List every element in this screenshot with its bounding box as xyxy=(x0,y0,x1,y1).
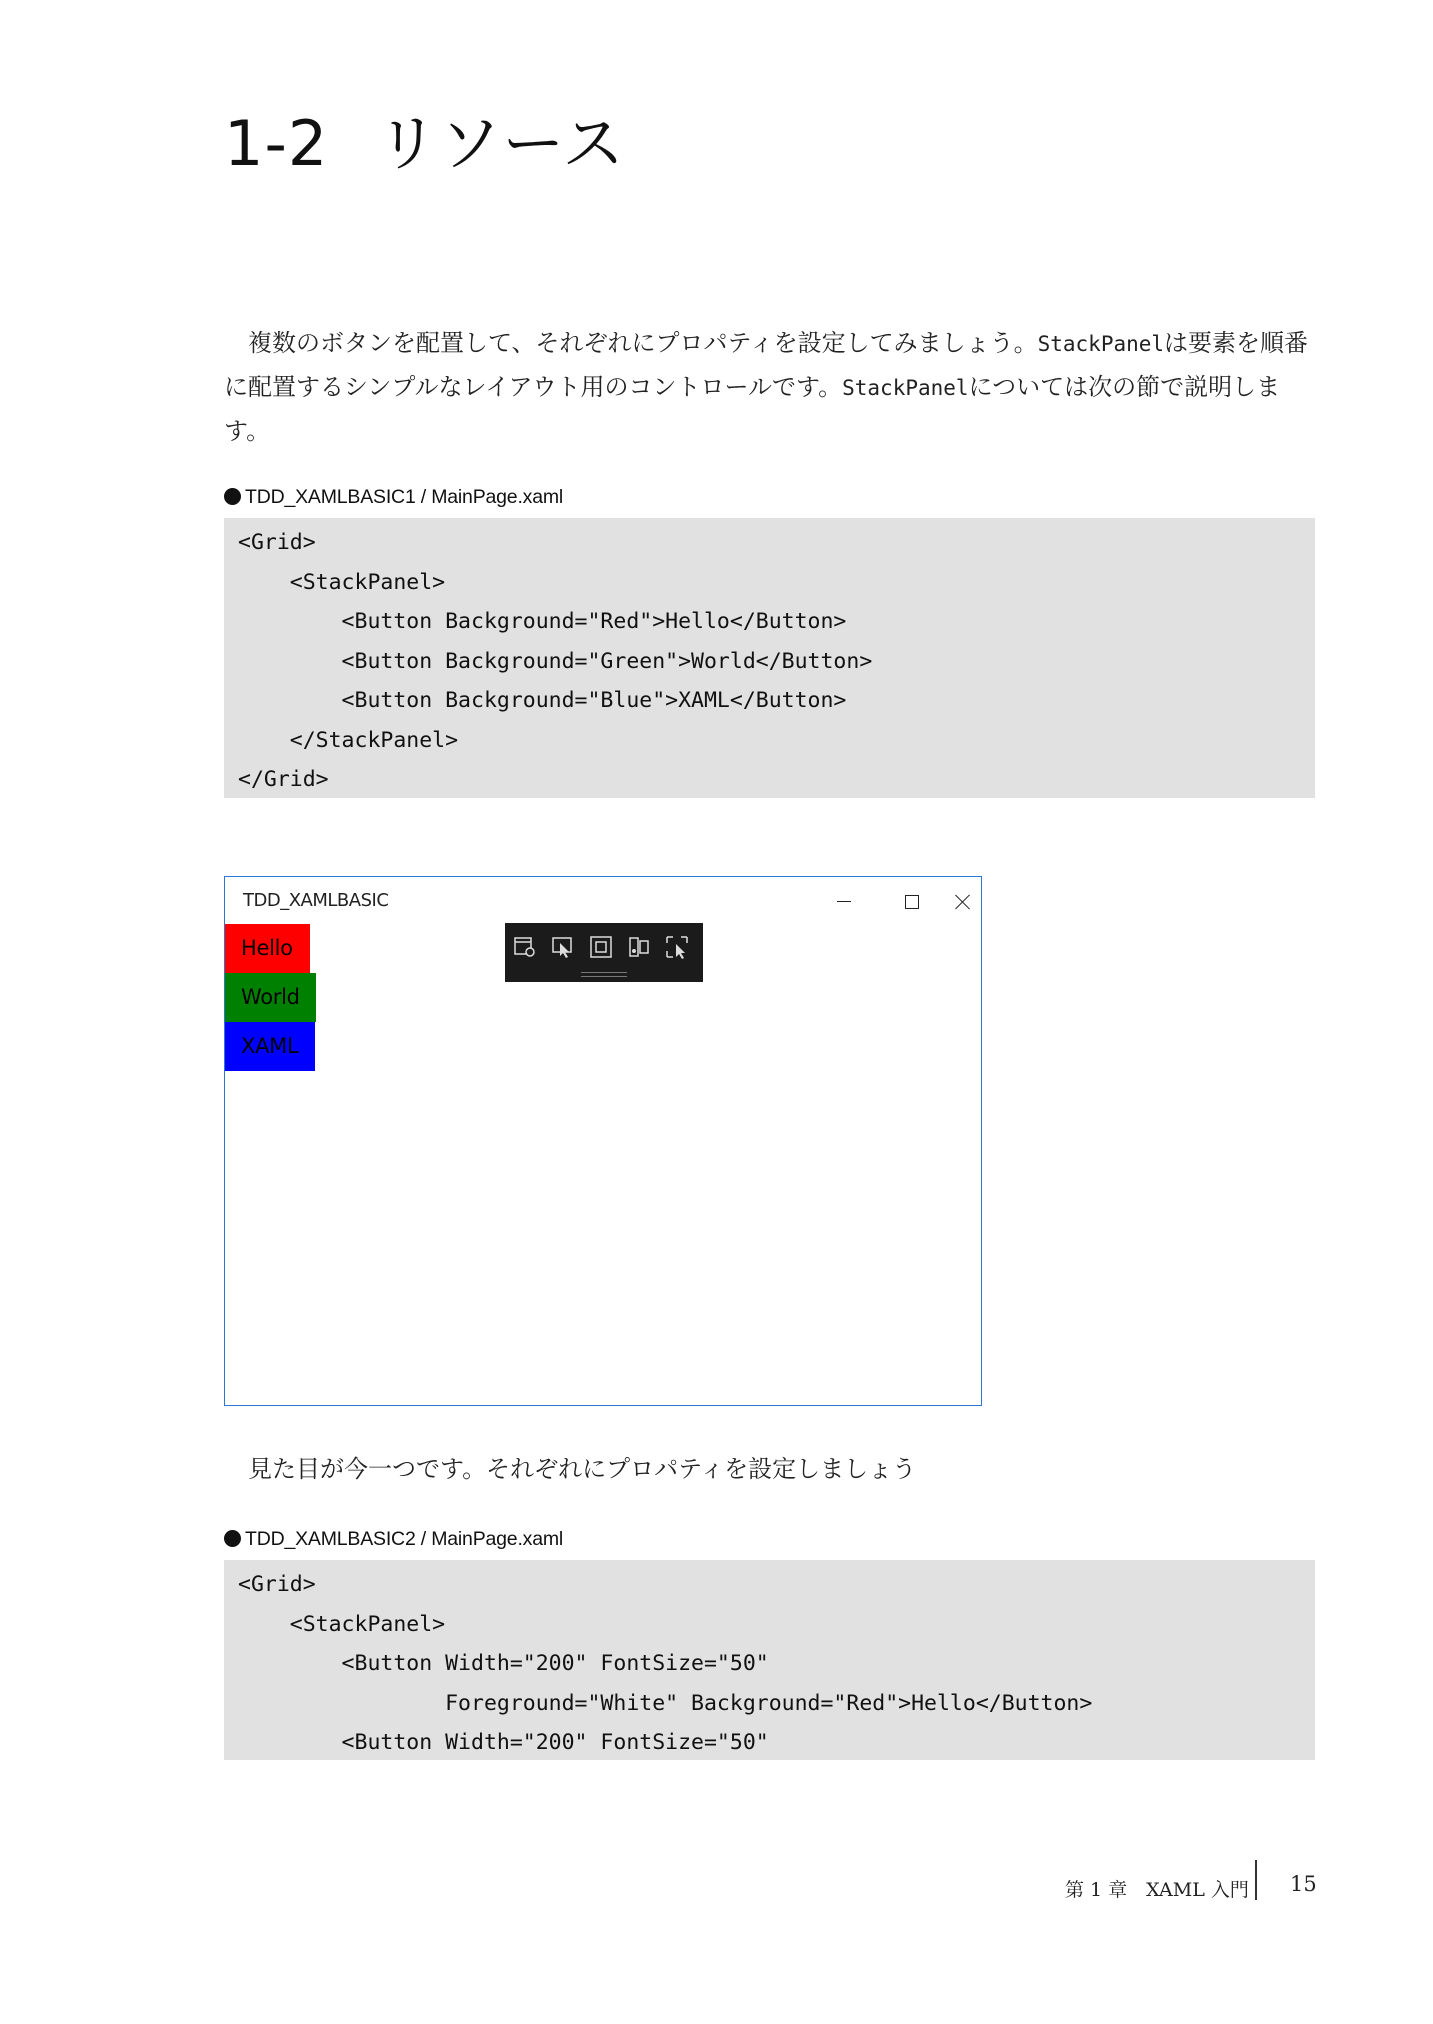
listing2-caption-text: TDD_XAMLBASIC2 / MainPage.xaml xyxy=(245,1528,564,1550)
xaml-button[interactable]: XAML xyxy=(225,1022,315,1071)
code-line: <Button Background="Blue">XAML</Button> xyxy=(238,688,847,713)
close-button[interactable] xyxy=(946,881,980,921)
code-listing-1 xyxy=(224,518,1315,798)
intro-text-2: は要素を順番に配置するシンプルなレイアウト用のコントロールです。 xyxy=(224,329,1309,401)
footer-divider xyxy=(1255,1860,1257,1900)
app-window-screenshot xyxy=(224,876,982,1406)
page-number: 15 xyxy=(1290,1872,1317,1896)
code-line: </StackPanel> xyxy=(238,727,459,753)
section-number: 1-2 xyxy=(224,107,329,180)
minimize-button[interactable] xyxy=(810,881,878,921)
window-title: TDD_XAMLBASIC xyxy=(243,890,389,911)
remark-text: 見た目が今一つです。それぞれにプロパティを設定しましょう xyxy=(248,1455,917,1483)
intro-paragraph xyxy=(224,322,1314,453)
intro-text-3: については次の節で説明します。 xyxy=(224,373,1281,445)
close-icon xyxy=(955,894,971,910)
code-line: <Button Background="Red">Hello</Button> xyxy=(238,609,847,634)
hot-reload-icon[interactable] xyxy=(665,935,689,959)
code-line: <StackPanel> xyxy=(238,1611,446,1637)
hello-button[interactable]: Hello xyxy=(225,924,310,973)
footer-chapter: 第 1 章 XAML 入門 xyxy=(1065,1879,1249,1901)
remark-paragraph xyxy=(224,1448,1314,1491)
debug-toolbar xyxy=(505,923,703,982)
select-element-icon[interactable] xyxy=(551,935,575,959)
world-button[interactable]: World xyxy=(225,973,316,1022)
code-line: <Grid> xyxy=(238,530,316,555)
section-heading xyxy=(224,108,625,180)
intro-code-2: StackPanel xyxy=(842,376,969,400)
code-line: <Grid> xyxy=(238,1572,316,1597)
section-title: リソース xyxy=(376,107,626,180)
code-listing-2 xyxy=(224,1560,1315,1760)
code-line: <Button Width="200" FontSize="50" xyxy=(238,1651,769,1676)
bullet-icon xyxy=(224,1530,241,1547)
listing2-caption xyxy=(224,1528,563,1551)
listing1-caption xyxy=(224,486,563,509)
maximize-icon xyxy=(905,895,919,909)
intro-text-1: 複数のボタンを配置して、それぞれにプロパティを設定してみましょう。 xyxy=(248,329,1038,357)
display-layout-adorners-icon[interactable] xyxy=(589,935,613,959)
track-focus-icon[interactable] xyxy=(627,935,651,959)
code-line: <Button Background="Green">World</Button> xyxy=(238,648,873,674)
maximize-button[interactable] xyxy=(878,881,946,921)
minimize-icon xyxy=(837,901,851,903)
intro-code-1: StackPanel xyxy=(1037,332,1165,356)
code-line: <Button Width="200" FontSize="50" xyxy=(238,1730,769,1755)
listing1-caption-text: TDD_XAMLBASIC1 / MainPage.xaml xyxy=(245,486,564,508)
code-line: Foreground="White" Background="Red">Hello</Button> xyxy=(238,1690,1093,1716)
code-line: <StackPanel> xyxy=(238,569,446,595)
live-visual-tree-icon[interactable] xyxy=(513,935,537,959)
toolbar-grip[interactable] xyxy=(581,972,627,977)
code-line: </Grid> xyxy=(238,767,329,792)
bullet-icon xyxy=(224,488,241,505)
